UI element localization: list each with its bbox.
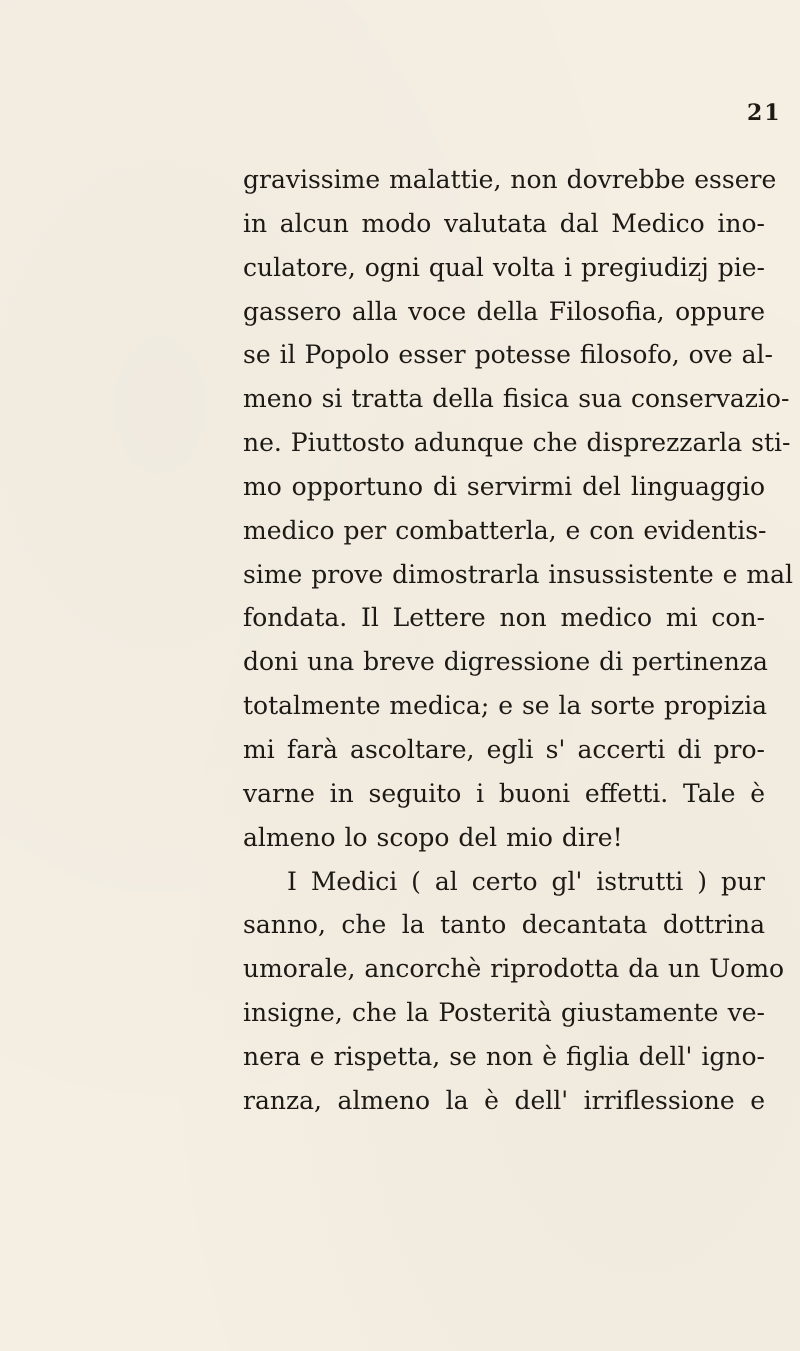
text-line: totalmente medica; e se la sorte propizia xyxy=(243,691,768,721)
text-line: gassero alla voce della Filosofia, oppure xyxy=(243,296,765,326)
text-line: se il Popolo esser potesse filosofo, ove al- xyxy=(243,340,773,370)
text-line: sanno, che la tanto decantata dottrina xyxy=(243,910,765,940)
text-line: mi farà ascoltare, egli s' accerti di pro- xyxy=(243,734,765,764)
text-line: mo opportuno di servirmi del linguaggio xyxy=(243,471,765,501)
text-line: gravissime malattie, non dovrebbe essere xyxy=(243,165,777,194)
text-line: in alcun modo valutata dal Medico ino- xyxy=(243,208,765,238)
text-line: culatore, ogni qual volta i pregiudizj pie- xyxy=(243,252,765,282)
text-line: nera e rispetta, se non è figlia dell' igno- xyxy=(243,1041,765,1071)
text-line: medico per combatterla, e con evidentis- xyxy=(243,515,767,545)
text-line: I Medici ( al certo gl' istrutti ) pur xyxy=(287,866,765,896)
text-line: almeno lo scopo del mio dire! xyxy=(243,822,623,852)
text-line: varne in seguito i buoni effetti. Tale è xyxy=(243,778,765,808)
body-text xyxy=(243,158,794,1123)
text-line: sime prove dimostrarla insussistente e mal xyxy=(243,559,794,589)
text-line: fondata. Il Lettere non medico mi con- xyxy=(243,603,765,633)
text-line: umorale, ancorchè riprodotta da un Uomo xyxy=(243,954,785,984)
page-number: 21 xyxy=(747,100,782,126)
text-line: ne. Piuttosto adunque che disprezzarla sti- xyxy=(243,428,791,458)
text-line: doni una breve digressione di pertinenza xyxy=(243,647,768,677)
text-line: ranza, almeno la è dell' irriflessione e xyxy=(243,1085,765,1115)
text-line: insigne, che la Posterità giustamente ve- xyxy=(243,998,765,1028)
text-line: meno si tratta della fisica sua conservazio- xyxy=(243,384,790,414)
